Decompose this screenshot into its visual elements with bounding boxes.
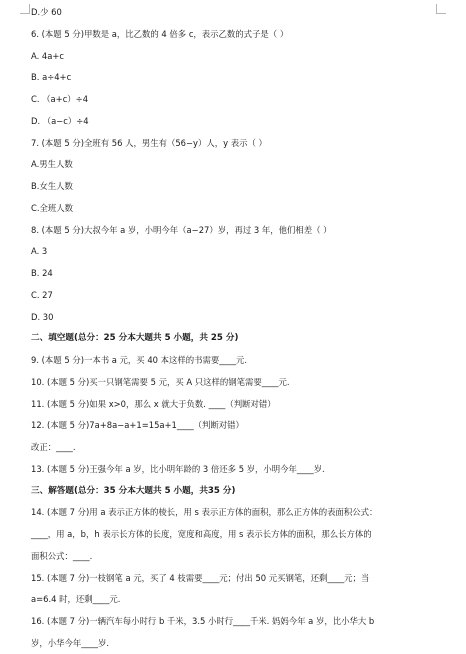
document-line: D. （a−c）÷4 (31, 115, 89, 126)
document-line: C. （a+c）÷4 (31, 94, 89, 105)
section-heading: 二、填空题(总分：25 分本大题共 5 小题，共 25 分) (31, 333, 239, 344)
document-line: 12. (本题 5 分)7a+8a−a+1=15a+1____（判断对错） (31, 420, 244, 431)
document-line: C.全班人数 (31, 202, 74, 213)
document-line: 15. (本题 7 分)一枝钢笔 a 元，买了 4 枝需要____元；付出 50 元买钢笔，还剩____元；当 (31, 572, 370, 583)
document-line: 7. (本题 5 分)全班有 56 人，男生有（56−y）人，y 表示（ ） (31, 137, 267, 148)
document-line: 16. (本题 7 分)一辆汽车每小时行 b 千米，3.5 小时行____千米. 妈妈今年 a 岁，比小华大 b (31, 616, 375, 627)
document-line: 11. (本题 5 分)如果 x>0，那么 x 就大于负数. ____（判断对错） (31, 398, 276, 409)
document-line: 面积公式：____. (31, 550, 93, 561)
document-line: 8. (本题 5 分)大叔今年 a 岁，小明今年（a−27）岁，再过 3 年，他们相差（ ） (31, 224, 332, 235)
document-line: D.少 60 (31, 7, 62, 17)
document-line: B.女生人数 (31, 181, 73, 192)
crop-mark-top-left (20, 4, 30, 14)
document-line: 改正：____. (31, 442, 76, 453)
document-line: D. 30 (31, 311, 54, 322)
document-line: 9. (本题 5 分)一本书 a 元，买 40 本这样的书需要____元. (31, 355, 248, 366)
document-line: B. 24 (31, 268, 53, 279)
document-line: a=6.4 时，还剩____元. (31, 594, 121, 605)
document-line: 14. (本题 7 分)用 a 表示正方体的棱长，用 s 表示正方体的面积，那么正方体的表面积公式： (31, 507, 378, 518)
document-line: C. 27 (31, 289, 53, 300)
document-line: ____，用 a，b，h 表示长方体的长度，宽度和高度，用 s 表示长方体的面积，那么长方体的 (31, 529, 372, 540)
document-line: B. a÷4+c (31, 72, 72, 83)
section-heading: 三、解答题(总分：35 分本大题共 5 小题，共35 分) (31, 485, 236, 496)
document-line: A. 3 (31, 246, 48, 257)
document-line: A.男生人数 (31, 159, 73, 170)
document-line: 6. (本题 5 分)甲数是 a，比乙数的 4 倍多 c，表示乙数的式子是（ ） (31, 28, 289, 39)
crop-mark-top-right (436, 4, 446, 14)
document-line: 岁，小华今年____岁. (31, 638, 110, 648)
document-line: 13. (本题 5 分)王强今年 a 岁，比小明年龄的 3 倍还多 5 岁，小明今年____岁. (31, 463, 325, 474)
document-line: 10. (本题 5 分)买一只钢笔需要 5 元，买 A 只这样的钢笔需要____元. (31, 376, 290, 387)
document-line: A. 4a+c (31, 50, 64, 61)
